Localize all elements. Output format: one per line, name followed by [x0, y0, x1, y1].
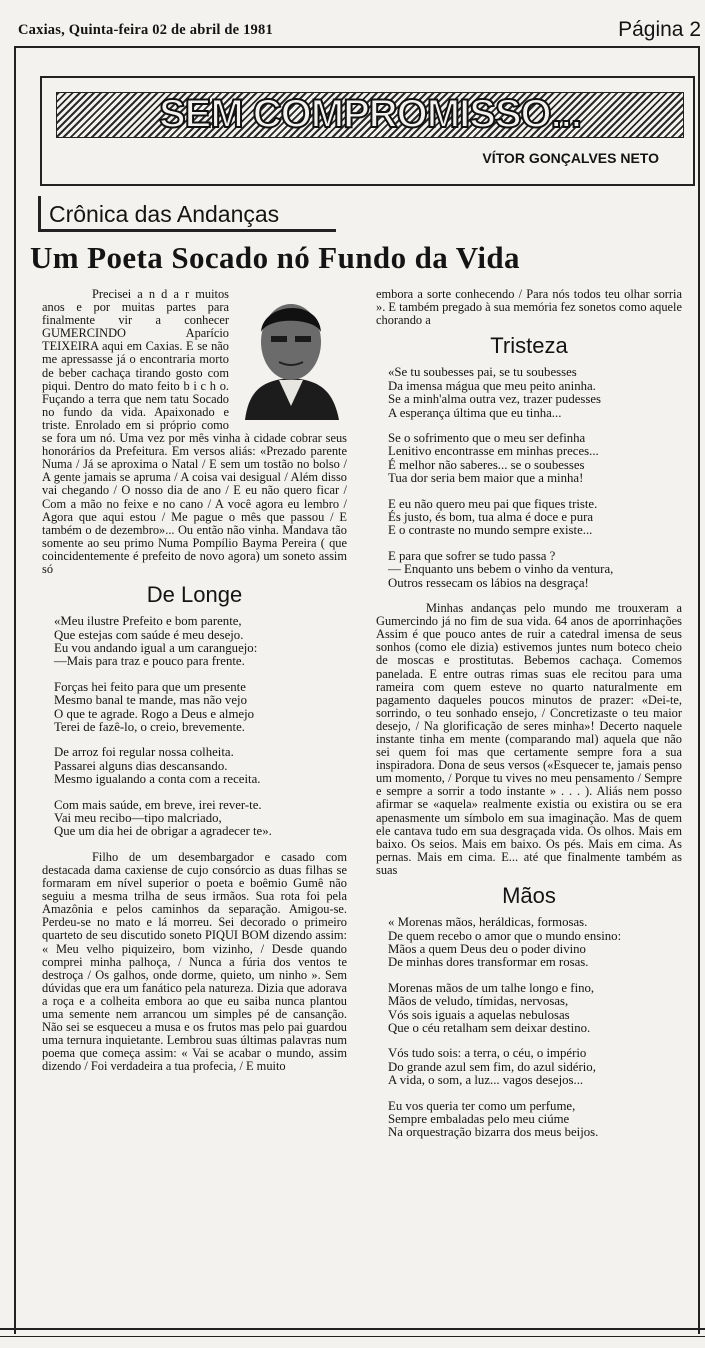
stanza [54, 799, 347, 839]
poem-title-maos: Mãos [502, 883, 556, 909]
poem-line: A esperança última que eu tinha... [388, 405, 562, 420]
poem-line: De minhas dores transformar em rosas. [388, 955, 589, 970]
masthead-title: SEM COMPROMISSO... [158, 92, 582, 136]
poem-line: —Mais para traz e pouco para frente. [54, 654, 245, 669]
poem-line: Forças hei feito para que um presente [54, 679, 246, 694]
poem-line: « Morenas mãos, heráldicas, formosas. [388, 915, 588, 930]
poem-line: E o contraste no mundo sempre existe... [388, 523, 593, 538]
stanza [388, 432, 682, 486]
poem-title-de-longe: De Longe [146, 582, 243, 608]
poem-maos [388, 916, 682, 1140]
poem-line: Da imensa mágua que meu peito aninha. [388, 378, 596, 393]
poem-line: Sempre embaladas pelo meu ciúme [388, 1112, 570, 1126]
article-intro: Precisei a n d a r muitos anos e por muitas partes para finalmente vir a conhecer GUMERCINDO Aparício TEIXEIRA aqui em Caxias. E se não me apressasse já o encontraria morto de beber cachaça tirando gosto com piqui. Dentro do mato feito b i c h o. Fuçando a terra que nem tatu Socado no fundo da vida. Apaixonado e triste. Enrolado em si próprio como se fora um nó. Uma vez por mês vinha à cidade cobrar seus honorários da Prefeitura. Em versos aliás: «Prezado parente Numa / Já se aproxima o Natal / E sem um tostão no bolso / A gente jamais se apruma / A coisa vai desigual / Além disso vai chegando / O nosso dia de ano / E eu não quero ficar / Com a mão no feixe e no cano / A você agora eu lembro / Agora que aqui estou / Me pague o mês que passou / E também o de dezembro»... Ou então não vinha. Mandava tão somente ao seu primo Numa Pompílio Bayma Pereira ( que coincidentemente é prefeito de novo agora) um soneto assim só [42, 287, 347, 576]
stanza [388, 1100, 682, 1140]
poem-line: Na orquestração bizarra dos meus beijos. [388, 1125, 599, 1140]
poem-line: Outros ressecam os lábios na desgraça! [388, 575, 589, 590]
bottom-rule [0, 1328, 705, 1337]
page-header [18, 18, 705, 48]
stanza [388, 982, 682, 1036]
poem-line: Vai meu recibo—tipo malcriado, [54, 811, 222, 826]
poem-line: Mãos de veludo, tímidas, nervosas, [388, 994, 569, 1009]
poem-line: Com mais saúde, em breve, irei rever-te. [54, 797, 262, 812]
poem-line: Passarei alguns dias descansando. [54, 758, 228, 773]
poem-line: Eu vou andando igual a um caranguejo: [54, 640, 258, 655]
poem-line: Que um dia hei de obrigar a agradecer te». [54, 824, 272, 839]
right-column [376, 288, 682, 1152]
poem-line: Vós sois iguais a aquelas nebulosas [388, 1007, 570, 1022]
poem-line: Mesmo igualando a conta com a receita. [54, 772, 261, 787]
section-title: Crônica das Andanças [38, 196, 336, 232]
masthead-banner [56, 92, 684, 138]
stanza [388, 550, 682, 590]
poem-line: Terei de fazê-lo, o creio, brevemente. [54, 720, 245, 734]
poem-line: Tua dor seria bem maior que a minha! [388, 471, 584, 486]
poet-portrait-photo [235, 288, 347, 420]
poem-de-longe [54, 615, 347, 839]
poem-tristeza [388, 366, 682, 590]
poem-line: És justo, és bom, tua alma é doce e pura [388, 510, 594, 525]
page-number: Página 2 [618, 18, 701, 41]
article-body-left: Filho de um desembargador e casado com destacada dama caxiense de cujo consórcio as duas filhas se formaram em nível superior o poeta e boêmio Gumê não seguiu a mesma trilha de seus irmãos. Sua rota foi pela Amazônia e pelos caminhos da separação. Amigou-se. Perdeu-se no mato e lá morreu. Sei decorado o primeiro quarteto de seu discutido soneto PIQUI BOM dizendo assim: « Meu velho piquizeiro, bom vizinho, / Desde quando comprei minha palhoça, / Nunca a fúria dos ventos te destroça / Os galhos, onde dorme, quieto, um ninho ». Sem dúvidas que era um fanático pela natureza. Dizia que adorava a roça e a colheita embora ao que eu saiba nunca plantou uma semente nem arrancou um simples pé de cansanção. Não sei se esqueceu a musa e os frutos mas pelo pai guardou uma ternura inquietante. Lembrou suas últimas palavras num poema que começa assim: « Vai se acabar o mundo, assim dizendo / Foi verdadeira a tua profecia, / E muito [42, 849, 347, 1074]
stanza [388, 366, 682, 420]
poem-line: Se a minh'alma outra vez, trazer pudesses [388, 392, 602, 407]
stanza [388, 916, 682, 970]
poem-line: Eu vos queria ter como um perfume, [388, 1098, 576, 1113]
poem-line: Que estejas com saúde é meu desejo. [54, 627, 244, 642]
poem-title-tristeza: Tristeza [490, 333, 568, 359]
stanza [54, 746, 347, 786]
poem-line: Morenas mãos de um talhe longo e fino, [388, 980, 595, 995]
article-headline: Um Poeta Socado nó Fundo da Vida [30, 240, 520, 275]
author-byline: VÍTOR GONÇALVES NETO [482, 150, 659, 166]
stanza [54, 681, 347, 735]
poem-line: É melhor não saberes... se o soubesses [388, 457, 585, 472]
poem-line: Lenitivo encontrasse em minhas preces... [388, 444, 599, 459]
poem-line: Do grande azul sem fim, do azul sidério, [388, 1059, 596, 1074]
stanza [54, 615, 347, 669]
poem-line: Se o sofrimento que o meu ser definha [388, 431, 586, 445]
poem-line: O que te agrade. Rogo a Deus e almejo [54, 706, 255, 721]
stanza [388, 1047, 682, 1087]
poem-line: «Meu ilustre Prefeito e bom parente, [54, 614, 242, 629]
poem-line: Que o céu retalham sem deixar destino. [388, 1020, 591, 1035]
article-body-right: Minhas andanças pelo mundo me trouxeram a Gumercindo já no fim de sua vida. 64 anos de aporrinhações Assim é que pouco antes de ruir a catedral imensa de seus sonhos (como ele dizia) estivemos juntes num boteco cheio de moscas e prostitutas. Bebemos cachaça. Comemos panelada. E entre outras rimas suas ele recitou para uma rameira com quem esteve no quarto naturalmente em pagamento daqueles poucos minutos de prazer: «Dei-te, sorrindo, o teu sonhado ensejo, / Concretizaste o teu maior desejo, / Na glorificação de seres minha»! Decerto naquele instante tinha em mente (comparando mal) aquela que não sei quem foi mas que certamente sempre fora a sua inspiradora. Dona de seus versos («Esquecer te, jamais penso um momento, / Porque tu vives no meu pensamento / Sempre e sempre a sorrir a todo instante » . . . ). Aliás nem posso afirmar se «aquela» realmente existia ou existira ou se era apenasmente um símbolo em sua imaginação. Mas de quem ele cantava tudo em sua desgraçada vida. Os olhos. Mais em baixo. Os seios. Mais em baixo. Os pés. Mais em cima. As pernas. Mais em cima. E... até que finalmente também as suas [376, 601, 682, 877]
poem-line: De arroz foi regular nossa colheita. [54, 745, 234, 760]
poem-line: De quem recebo o amor que o mundo ensino: [388, 928, 622, 943]
poem-line: E para que sofrer se tudo passa ? [388, 548, 556, 563]
poem-line: Vós tudo sois: a terra, o céu, o império [388, 1046, 587, 1061]
poem-line: E eu não quero meu pai que fiques triste. [388, 496, 598, 511]
poem-line: A vida, o som, a luz... vagos desejos... [388, 1073, 584, 1088]
poem-line: — Enquanto uns bebem o vinho da ventura, [388, 562, 614, 577]
issue-date: Caxias, Quinta-feira 02 de abril de 1981 [18, 22, 273, 38]
poem-line: Mesmo banal te mande, mas não vejo [54, 693, 247, 708]
poem-line: Mãos a quem Deus deu o poder divino [388, 941, 586, 956]
left-column [42, 288, 347, 1073]
column-masthead [40, 76, 695, 186]
stanza [388, 498, 682, 538]
poem-line: «Se tu soubesses pai, se tu soubesses [388, 365, 577, 380]
article-continuation: embora a sorte conhecendo / Para nós todos teu olhar sorria ». E também pregado à sua memória fez sonetos como aquele chorando a [376, 287, 682, 328]
